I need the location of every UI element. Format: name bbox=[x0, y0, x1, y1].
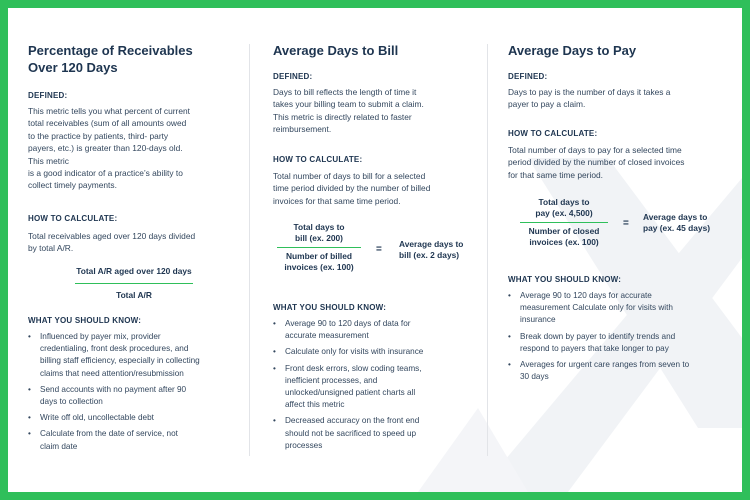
bill-know-list bbox=[273, 318, 485, 456]
pay-formula-denominator: Number of closed invoices (ex. 100) bbox=[528, 226, 600, 247]
list-item: • Break down by payer to identify trends and respond to payers that take longer to pay bbox=[508, 331, 718, 355]
bill-formula-denominator: Number of billed invoices (ex. 100) bbox=[284, 251, 354, 272]
receivables-defined-text: This metric tells you what percent of current total receivables (sum of all amounts owed to the practice by patients, third- party payers, etc.) is greater than 120-days old. This metric is a good indicator of a practice’s ability to collect timely payments. bbox=[28, 106, 190, 191]
pay-calc-text: Total number of days to pay for a selected time period divided by the number of closed invoices for that same time period. bbox=[508, 145, 685, 180]
receivables-title-line-2: Over 120 Days bbox=[28, 60, 118, 75]
list-item: • Influenced by payer mix, provider credentialing, front desk procedures, and billing staff efficiency, especially in collecting claims that need attention/resubmission bbox=[28, 331, 240, 380]
pay-know-list bbox=[508, 290, 718, 387]
pay-calc-label: HOW TO CALCULATE: bbox=[508, 129, 598, 138]
fraction-bar bbox=[520, 222, 608, 223]
bill-defined-text: Days to bill reflects the length of time it takes your billing team to submit a claim. This metric is directly related to faster reimbursement. bbox=[273, 87, 424, 135]
receivables-formula bbox=[28, 266, 240, 300]
receivables-defined-label: DEFINED: bbox=[28, 91, 68, 100]
list-item: • Decreased accuracy on the front end should not be sacrificed to speed up processes bbox=[273, 415, 485, 452]
receivables-know-list bbox=[28, 331, 240, 457]
list-item: • Send accounts with no payment after 90 days to collection bbox=[28, 384, 240, 408]
receivables-title bbox=[28, 42, 240, 76]
pay-formula-equals: = bbox=[623, 218, 629, 229]
list-item: • Averages for urgent care ranges from seven to 30 days bbox=[508, 359, 718, 383]
bill-defined-label: DEFINED: bbox=[273, 72, 313, 81]
bill-formula-numerator: Total days to bill (ex. 200) bbox=[293, 222, 345, 243]
fraction-bar bbox=[75, 283, 193, 284]
receivables-title-line-1: Percentage of Receivables bbox=[28, 43, 193, 58]
receivables-calc-text: Total receivables aged over 120 days divided by total A/R. bbox=[28, 231, 196, 254]
pay-formula-numerator: Total days to pay (ex. 4,500) bbox=[535, 197, 593, 218]
receivables-formula-numerator: Total A/R aged over 120 days bbox=[76, 266, 192, 276]
bill-calc-text: Total number of days to bill for a selected time period divided by the number of billed invoices for that same time period. bbox=[273, 171, 431, 206]
pay-formula-result: Average days to pay (ex. 45 days) bbox=[643, 212, 711, 233]
bill-calc-label: HOW TO CALCULATE: bbox=[273, 155, 363, 164]
fraction-bar bbox=[277, 247, 361, 248]
receivables-know-label: WHAT YOU SHOULD KNOW: bbox=[28, 316, 142, 325]
pay-formula-fraction bbox=[520, 197, 608, 248]
list-item: • Calculate only for visits with insurance bbox=[273, 346, 485, 358]
bill-formula-fraction bbox=[277, 222, 361, 273]
list-item: • Calculate from the date of service, not claim date bbox=[28, 428, 240, 452]
bill-formula-result: Average days to bill (ex. 2 days) bbox=[399, 239, 464, 260]
list-item: • Write off old, uncollectable debt bbox=[28, 412, 240, 424]
bill-formula-equals: = bbox=[376, 244, 382, 255]
list-item: • Front desk errors, slow coding teams, inefficient processes, and unlocked/unsigned patient charts all affect this metric bbox=[273, 363, 485, 412]
receivables-formula-denominator: Total A/R bbox=[116, 290, 152, 300]
bill-know-label: WHAT YOU SHOULD KNOW: bbox=[273, 303, 387, 312]
pay-defined-label: DEFINED: bbox=[508, 72, 548, 81]
list-item: • Average 90 to 120 days for accurate measurement Calculate only for visits with insurance bbox=[508, 290, 718, 327]
receivables-calc-label: HOW TO CALCULATE: bbox=[28, 214, 118, 223]
days-to-pay-title: Average Days to Pay bbox=[508, 43, 637, 58]
pay-defined-text: Days to pay is the number of days it takes a payer to pay a claim. bbox=[508, 87, 671, 110]
column-divider-left bbox=[249, 44, 250, 456]
days-to-bill-title: Average Days to Bill bbox=[273, 43, 399, 58]
list-item: • Average 90 to 120 days of data for accurate measurement bbox=[273, 318, 485, 342]
metrics-card bbox=[8, 8, 742, 492]
pay-know-label: WHAT YOU SHOULD KNOW: bbox=[508, 275, 622, 284]
column-divider-right bbox=[487, 44, 488, 456]
